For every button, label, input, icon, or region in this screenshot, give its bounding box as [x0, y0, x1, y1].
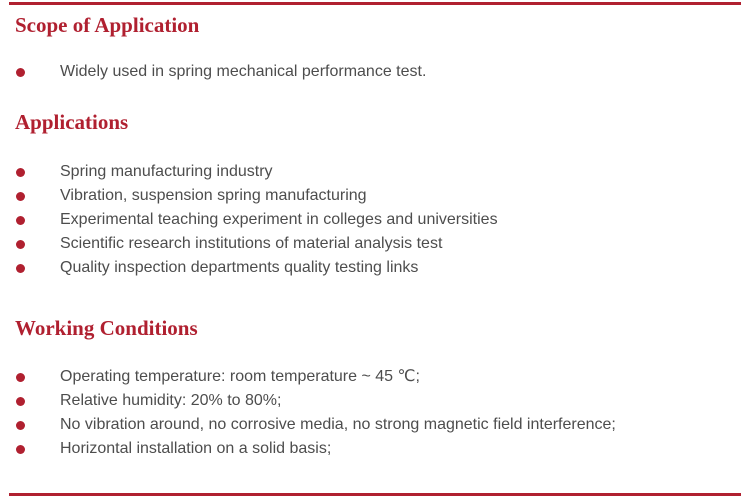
list-item-text: Vibration, suspension spring manufacturing — [60, 187, 367, 204]
list-item — [16, 256, 498, 280]
bottom-divider — [9, 493, 741, 496]
list-item — [16, 232, 498, 256]
section-heading-scope-of-application: Scope of Application — [15, 13, 200, 37]
list-item — [16, 389, 616, 413]
list-item — [16, 365, 616, 389]
bullet-icon — [16, 373, 25, 382]
list-item-text: Widely used in spring mechanical performance test. — [60, 63, 427, 80]
bullet-icon — [16, 445, 25, 454]
bullet-icon — [16, 68, 25, 77]
bullet-list-scope — [16, 60, 426, 84]
list-item — [16, 60, 426, 84]
list-item-text: Experimental teaching experiment in colleges and universities — [60, 211, 498, 228]
list-item-text: Operating temperature: room temperature ~ 45 ℃; — [60, 368, 420, 385]
section-heading-working-conditions: Working Conditions — [15, 316, 198, 340]
bullet-icon — [16, 240, 25, 249]
bullet-icon — [16, 192, 25, 201]
list-item-text: Spring manufacturing industry — [60, 163, 273, 180]
top-divider — [9, 2, 741, 5]
bullet-icon — [16, 168, 25, 177]
list-item — [16, 160, 498, 184]
list-item-text: Scientific research institutions of material analysis test — [60, 235, 443, 252]
bullet-icon — [16, 264, 25, 273]
list-item-text: Horizontal installation on a solid basis; — [60, 440, 332, 457]
bullet-list-applications — [16, 160, 498, 280]
list-item-text: Relative humidity: 20% to 80%; — [60, 392, 282, 409]
bullet-icon — [16, 397, 25, 406]
list-item-text: No vibration around, no corrosive media, no strong magnetic field interference; — [60, 416, 616, 433]
list-item — [16, 413, 616, 437]
bullet-icon — [16, 421, 25, 430]
section-heading-applications: Applications — [15, 110, 129, 134]
list-item — [16, 184, 498, 208]
list-item-text: Quality inspection departments quality testing links — [60, 259, 419, 276]
bullet-icon — [16, 216, 25, 225]
list-item — [16, 208, 498, 232]
list-item — [16, 437, 616, 461]
bullet-list-working-conditions — [16, 365, 616, 461]
